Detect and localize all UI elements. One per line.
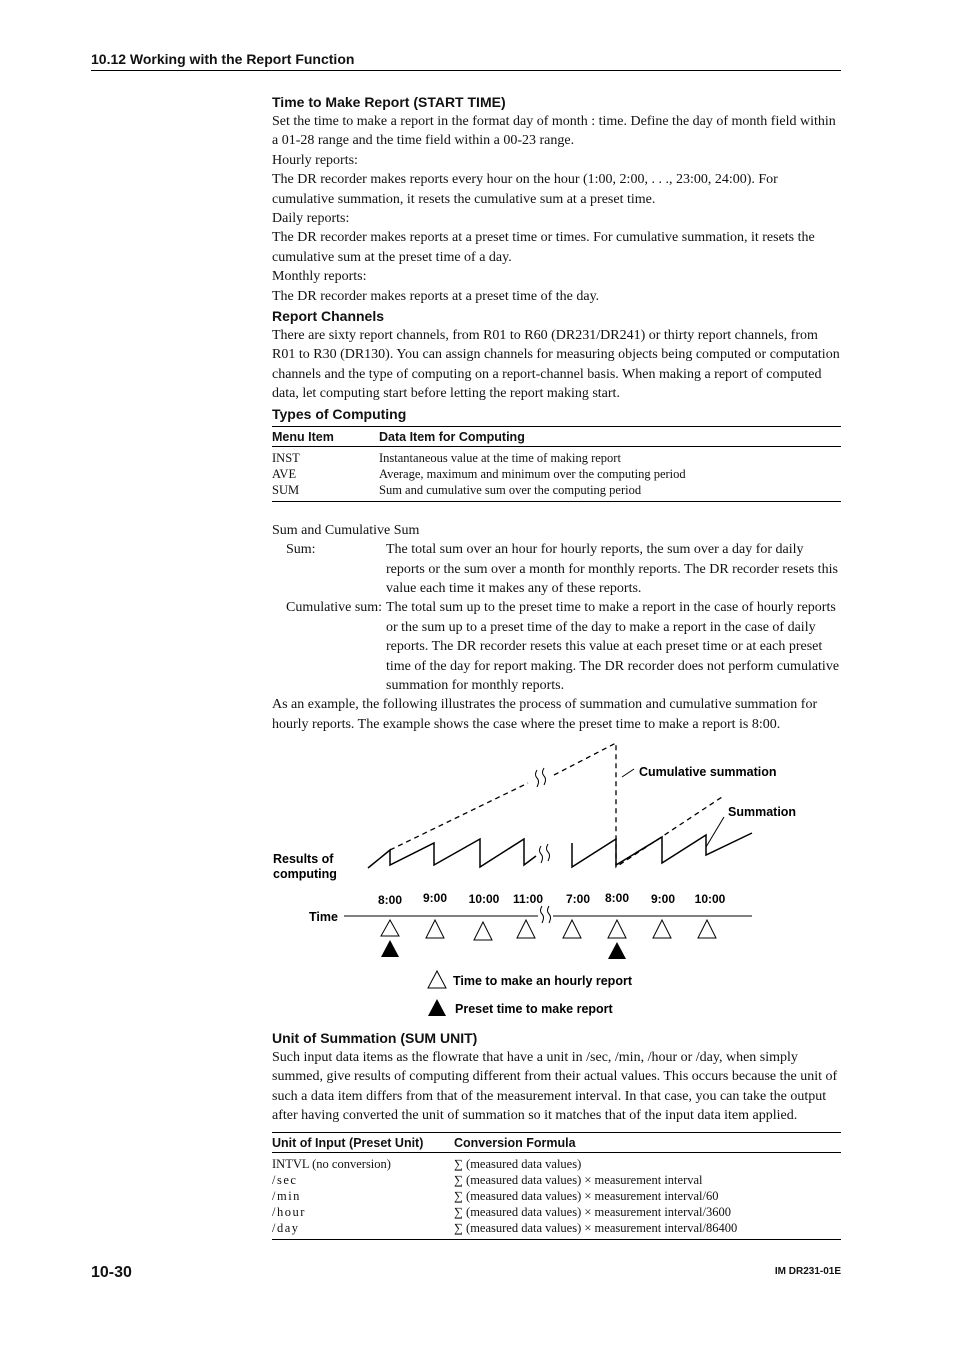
cumulative-line [390,783,528,850]
start-time-intro: Set the time to make a report in the format day of month : time. Define the day of month field within a 01-28 range and the time field within a 00-23 range. [272,114,836,149]
col-data-item: Data Item for Computing [379,426,841,446]
report-channels-text: There are sixty report channels, from R01 to R60 (DR231/DR241) or thirty report channels, from R01 to R30 (DR130). You can assign channels for measuring objects being computed or computation channels and the type of computing on a report-channel basis. When making a report of computed data, let computing start before letting the report making start. [272,328,840,402]
cumulative-sum-definition [286,598,841,695]
formula-cell: ∑ (measured data values) × measurement interval/60 [454,1188,719,1203]
daily-text: The DR recorder makes reports at a preset time or times. For cumulative summation, it resets the cumulative sum at the preset time of a day. [272,230,815,265]
computing-types-table [272,426,841,502]
example-text: As an example, the following illustrates the process of summation and cumulative summation for hourly reports. The example shows the case where the preset time to make a report is 8:00. [272,697,818,732]
cumulative-line-continued [554,743,722,867]
unit-cell: INTVL (no conversion) [272,1156,391,1171]
preset-time-triangle [608,942,626,959]
time-tick-label: 8:00 [377,893,403,907]
col-menu-item: Menu Item [272,426,379,446]
unit-cell: /sec [272,1172,298,1187]
legend-hourly-icon [428,971,446,988]
start-time-heading: Time to Make Report (START TIME) [272,94,506,110]
summation-waveform [368,839,536,868]
legend-preset-label: Preset time to make report [455,1002,613,1016]
hourly-report-triangle [426,920,444,938]
unit-cell: /hour [272,1204,306,1219]
col-unit-of-input: Unit of Input (Preset Unit) [272,1132,454,1152]
data-item-cell: Average, maximum and minimum over the computing period [379,466,686,481]
unit-cell: /day [272,1220,454,1240]
hourly-report-triangle [517,920,535,938]
sum-section-title: Sum and Cumulative Sum [272,522,420,538]
cumulative-sum-term: Cumulative sum: [286,600,383,616]
time-axis-label: Time [309,910,338,924]
hourly-report-triangle [698,920,716,938]
legend-preset-icon [428,999,446,1016]
cumulative-sum-desc: The total sum up to the preset time to make a report in the case of hourly reports or the sum up to a preset time of the day to make a report in the case of daily reports. The DR recorder resets this value at each preset time or at each preset time of the day for report making. The DR recorder does not perform cumulative summation for monthly reports. [386,600,840,693]
daily-label: Daily reports: [272,211,350,227]
cumulative-leader [622,769,634,777]
table-row [272,1220,841,1240]
summation-diagram [262,735,802,1025]
menu-item-cell: AVE [272,466,297,481]
formula-cell: ∑ (measured data values) × measurement interval [454,1172,703,1187]
sum-term: Sum: [286,542,316,558]
summation-waveform-after-break [572,833,752,867]
sum-unit-text: Such input data items as the flowrate that have a unit in /sec, /min, /hour or /day, when simply summed, give results of computing different from their actual values. This occurs because the unit of such a data item differs from that of the measurement interval. In that case, you can take the output after having converted the unit of summation so it matches that of the input data item applied. [272,1050,838,1124]
time-tick-label: 10:00 [468,892,500,906]
cumulative-label: Cumulative summation [639,765,777,779]
time-tick-label: 7:00 [565,892,591,906]
report-channels-heading: Report Channels [272,308,385,325]
hourly-text: The DR recorder makes reports every hour on the hour (1:00, 2:00, . . ., 23:00, 24:00). For cumulative summation, it resets the cumulative sum at a preset time. [272,172,778,207]
preset-time-triangle [381,940,399,957]
sum-unit-section [272,1028,841,1240]
diagram-svg [262,735,802,1025]
data-item-cell: Sum and cumulative sum over the computing period [379,482,841,502]
data-item-cell: Instantaneous value at the time of making report [379,450,621,465]
hourly-report-triangle [474,922,492,940]
hourly-report-triangle [381,920,399,936]
page-number: 10-30 [91,1264,132,1281]
table-row [272,1188,841,1204]
table-row [272,482,841,502]
table-row [272,466,841,482]
sum-desc: The total sum over an hour for hourly reports, the sum over a day for daily reports or the sum over a month for monthly reports. The DR recorder resets this value each time it makes any of these reports. [386,542,838,596]
summation-label: Summation [728,805,797,819]
waveform-break-mark [540,844,550,863]
time-tick-label: 11:00 [512,892,544,906]
hourly-report-triangle [608,920,626,938]
section-header: 10.12 Working with the Report Function [91,51,841,71]
results-label-line1: Results of [273,852,334,866]
types-of-computing-heading: Types of Computing [272,405,407,422]
table-row [272,1204,841,1220]
monthly-text: The DR recorder makes reports at a preset time of the day. [272,288,600,304]
time-axis-break-mark [541,906,551,923]
time-tick-label: 9:00 [650,892,676,906]
formula-cell: ∑ (measured data values) × measurement interval/3600 [454,1204,731,1219]
unit-cell: /min [272,1188,301,1203]
hourly-report-triangle [563,920,581,938]
time-tick-label: 9:00 [422,891,448,905]
time-tick-label: 10:00 [694,892,726,906]
formula-cell: ∑ (measured data values) × measurement interval/86400 [454,1220,841,1240]
conversion-table [272,1132,841,1240]
sum-unit-heading: Unit of Summation (SUM UNIT) [272,1030,478,1046]
formula-cell: ∑ (measured data values) [454,1156,582,1171]
sum-definition [286,540,841,598]
table-row [272,446,841,466]
results-label-line2: computing [273,867,337,881]
time-tick-label: 8:00 [604,891,630,905]
menu-item-cell: SUM [272,482,379,502]
col-conversion-formula: Conversion Formula [454,1132,841,1152]
summation-leader [706,817,724,847]
legend-hourly-label: Time to make an hourly report [453,974,632,988]
monthly-label: Monthly reports: [272,269,367,285]
document-id: IM DR231-01E [774,1266,841,1277]
cumulative-break-mark [536,768,546,787]
menu-item-cell: INST [272,450,300,465]
content [272,92,841,734]
hourly-report-triangle [653,920,671,938]
hourly-label: Hourly reports: [272,152,358,168]
table-row [272,1152,841,1172]
sum-definitions [286,540,841,695]
table-row [272,1172,841,1188]
